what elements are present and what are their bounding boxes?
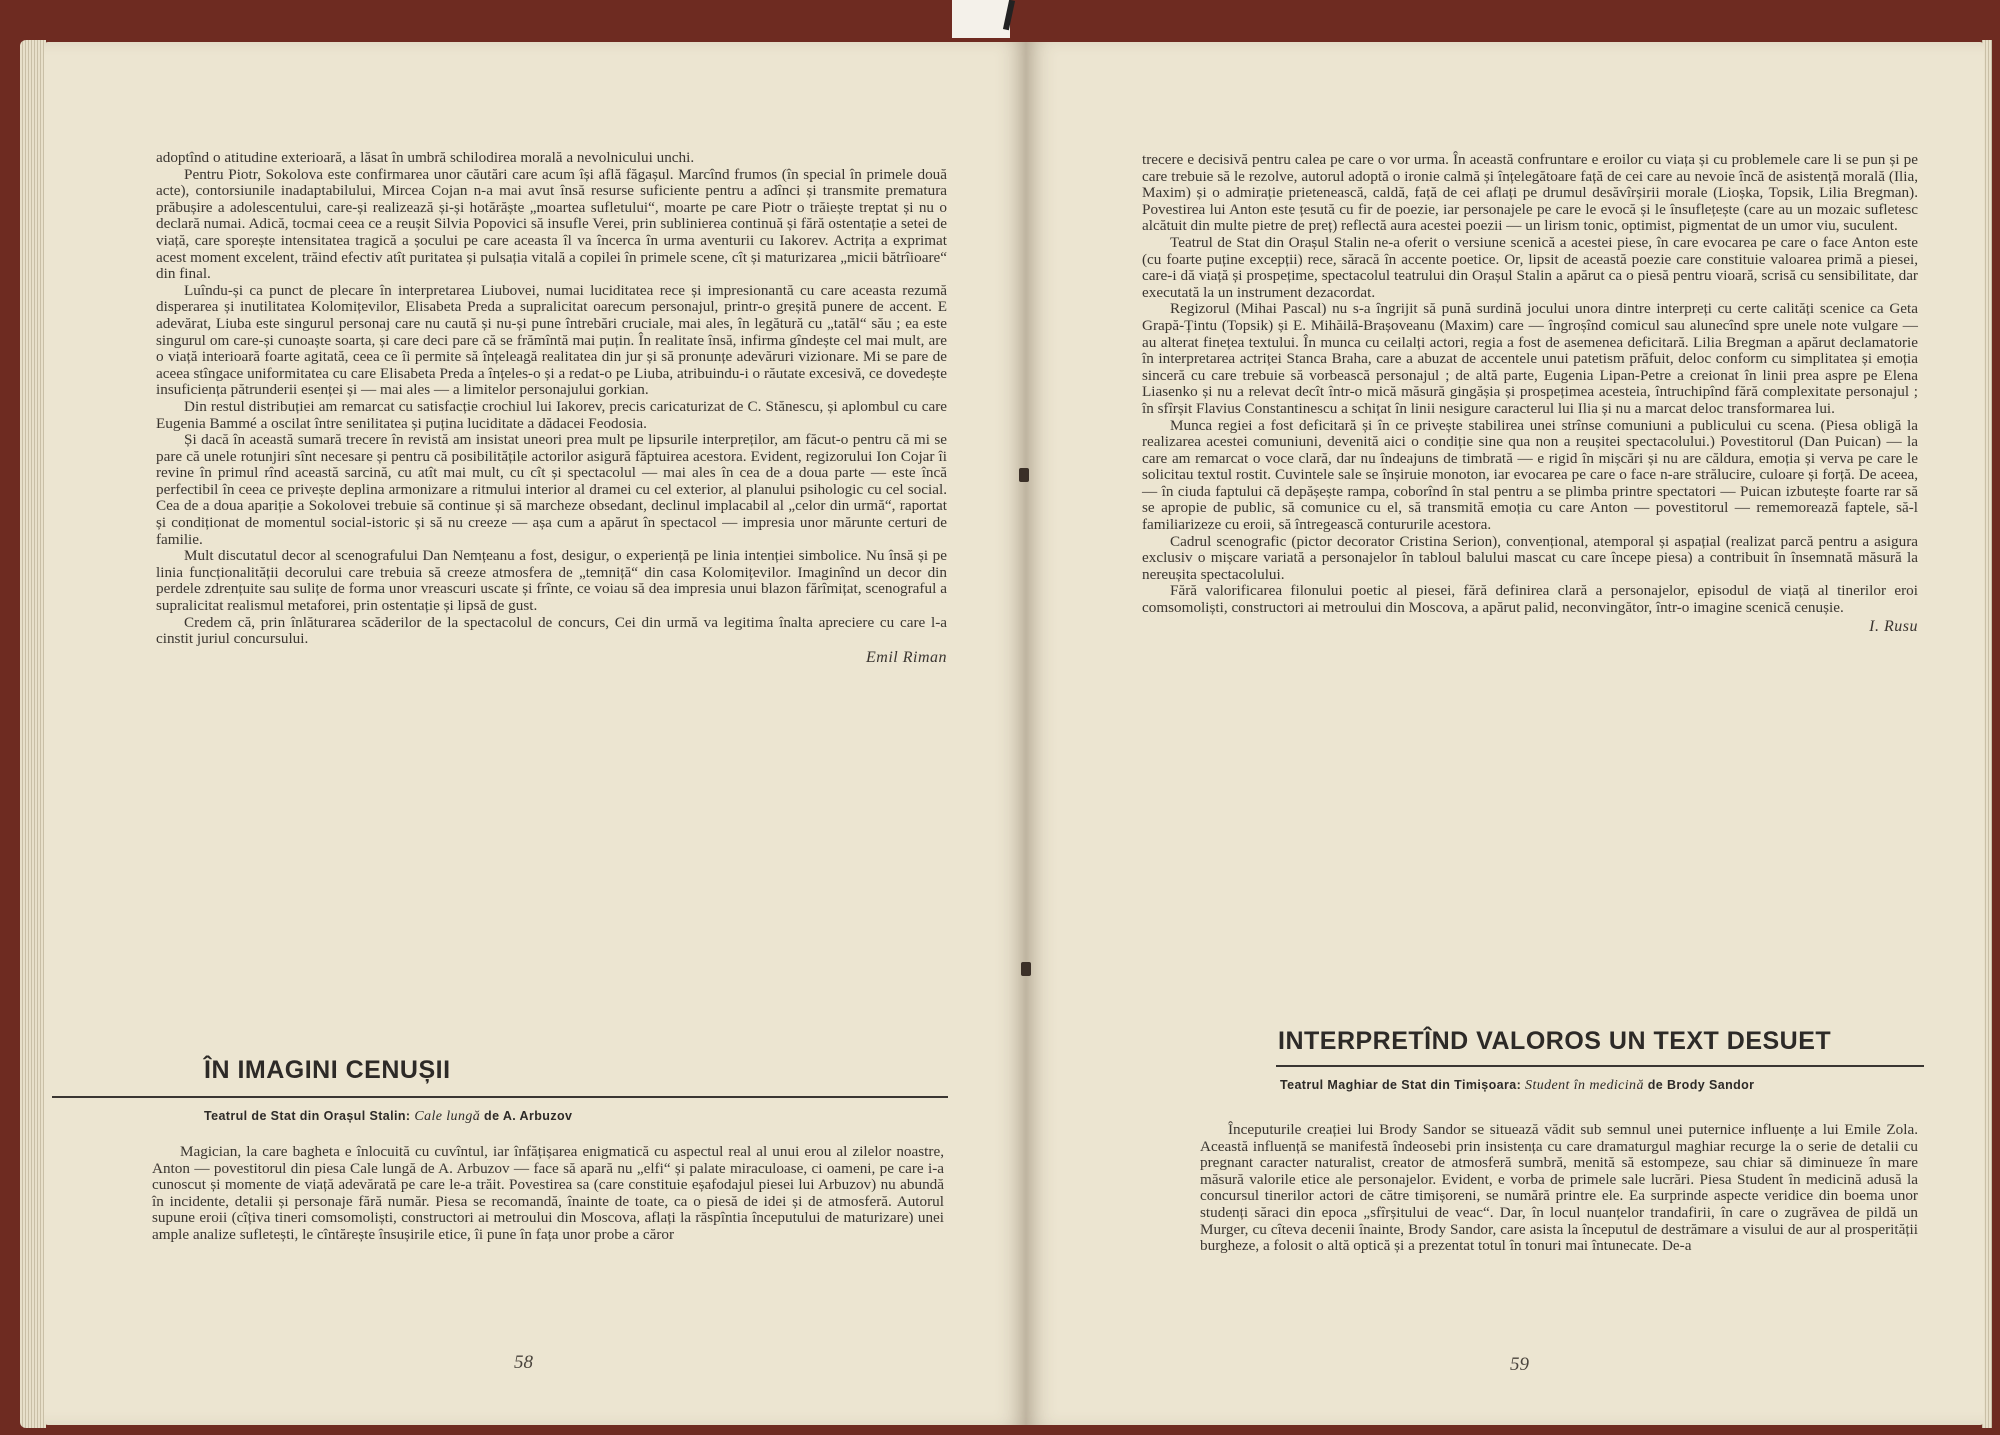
right-section-body	[1200, 1122, 1918, 1255]
left-section-body	[152, 1144, 944, 1244]
left-section-rule	[52, 1096, 948, 1098]
left-paragraph: Pentru Piotr, Sokolova este confirmarea unor căutări care acum își află făgașul. Marcînd frumos (în special în primele două acte), contorsiunile inadaptabilului, Mircea Cojan n-a mai avut însă resurse suficiente pentru a adînci și transmite prematura prăbușire a adolescentului, care-și realizează și-și hotărăște „moartea sufletului“, moarte pe care Piotr o trăiește treptat și nu o declară numai. Adică, tocmai ceea ce a reușit Silvia Popovici să insufle Verei, prin sublinierea continuă și fără ostentație a setei de viață, care sporește intensitatea tragică a șocului pe care aceasta îl va încerca în urma aventurii cu Iakorev. Actrița a exprimat acest moment excelent, trăind efectiv atît puritatea și pulsația vitală a copilei în primele scene, cît și maturizarea „micii bătrîioare“ din final.	[156, 165, 947, 283]
left-paragraph: Luîndu-și ca punct de plecare în interpretarea Liubovei, numai luciditatea rece și impresionantă cu care aceasta rezumă disperarea și inutilitatea Kolomițevilor, Elisabeta Preda a supralicitat oarecum personajul, printr-o greșită punere de accent. E adevărat, Liuba este singurul personaj care nu caută și nu-și pune întrebări cruciale, mai ales, în legătură cu „tatăl“ său ; ea este singurul om care-și cunoaște soarta, și care deci pare că se frămîntă mai puțin. În realitate însă, infirma gîndește cel mai mult, are o viață interioară foarte agitată, ceea ce îi permite să înțeleagă realitatea din jur și să pronunțe adevăruri vizionare. Mi se pare de aceea stîngace uniformitatea cu care Elisabeta Preda a înțeles-o și a redat-o pe Liuba, atribuindu-i o răutate excesivă, ce dovedește insuficiența pătrunderii esenței și — mai ales — a limitelor personajului gorkian.	[156, 281, 947, 399]
left-section-heading: ÎN IMAGINI CENUȘII	[204, 1056, 451, 1084]
left-paragraph: Credem că, prin înlăturarea scăderilor de la spectacolul de concurs, Cei din urmă va legitima înalta apreciere cu care l-a cinstit juriul concursului.	[156, 613, 947, 648]
right-article-body	[1142, 152, 1918, 635]
right-signature: I. Rusu	[1869, 617, 1918, 635]
left-subhead-theatre: Teatrul de Stat din Orașul Stalin:	[204, 1109, 411, 1123]
right-section-paragraph: Începuturile creației lui Brody Sandor se situează vădit sub semnul unei puternice influențe a lui Emile Zola. Această influență se manifestă îndeosebi prin insistența cu care dramaturgul maghiar recurge la o serie de detalii cu pregnant caracter naturalist, creator de atmosferă sumbră, menită să estompeze, sau chiar să diminueze în mare măsură valorile etice ale personajelor. Evident, e vorba de primele sale lucrări. Piesa Student în medicină adusă la concursul tinerilor actori de către timișoreni, se numără printre ele. Ea surprinde aspecte veridice din boema unor studenți săraci din epoca „sfîrșitului de veac“. Dar, în locul nuanțelor trandafirii, în care o zugrăvea de pildă un Murger, cu cîteva decenii înainte, Brody Sandor, care asista la începutul de destrămare a visului de aur al prosperității burgheze, a folosit o altă optică și a prezentat totul în tonuri mai întunecate. De-a	[1200, 1121, 1918, 1255]
right-subhead-play: Student în medicină	[1525, 1078, 1644, 1093]
left-paragraph: Din restul distribuției am remarcat cu satisfacție crochiul lui Iakorev, precis caricaturizat de C. Stănescu, și aplombul cu care Eugenia Bammé a oscilat între senilitatea și puțina luciditate a dădacei Feodosia.	[156, 397, 947, 432]
left-subhead-author: de A. Arbuzov	[484, 1109, 573, 1123]
right-subhead-theatre: Teatrul Maghiar de Stat din Timișoara:	[1280, 1078, 1522, 1092]
page-number-right: 59	[1510, 1354, 1529, 1375]
paper-tab	[952, 0, 1010, 38]
right-paragraph: Teatrul de Stat din Orașul Stalin ne-a oferit o versiune scenică a acestei piese, în care evocarea pe care o face Anton este (cu foarte puține excepții) rece, săracă în accente poetice. Or, lipsit de această poezie care constituie valoarea primă a piesei, care-i dă viață și prospețime, spectacolul teatrului din Orașul Stalin a apărut ca o piesă pentru vioară, scrisă cu sensibilitate, dar executată la un instrument dezacordat.	[1142, 233, 1918, 301]
right-subhead-author: de Brody Sandor	[1647, 1078, 1755, 1092]
left-paragraph: Mult discutatul decor al scenografului Dan Nemțeanu a fost, desigur, o experiență pe linia intenției simbolice. Nu însă și pe linia funcționalității decorului care trebuia să creeze atmosfera de „temniță“ din casa Kolomițevilor. Imaginînd un decor din perdele zdrențuite sau sulițe de forma unor vreascuri uscate și frînte, ce voiau să dea impresia unui blazon fărîmițat, scenograful a supralicitat realismul metaforei, prin ostentație și lipsă de gust.	[156, 547, 947, 615]
left-signature: Emil Riman	[866, 648, 947, 666]
left-page	[44, 42, 1026, 1425]
binding-thread-mark	[1019, 468, 1029, 482]
right-section-rule	[1276, 1065, 1924, 1067]
right-page	[1026, 42, 1984, 1425]
right-paragraph: Regizorul (Mihai Pascal) nu s-a îngrijit să pună surdină jocului unora dintre interpreți cu certe calități scenice ca Geta Grapă-Țintu (Topsik) și E. Mihăilă-Brașoveanu (Maxim) care — îngroșînd comicul sau alunecînd spre unele note vulgare — au alterat finețea textului. În munca cu ceilalți actori, regia a fost de asemenea deficitară. Lilia Bregman a apărut declamatorie în interpretarea actriței Stanca Braha, care a abuzat de accentele unui patetism prăfuit, deloc conform cu simplitatea și emoția sinceră cu care trebuie să vorbească personajul ; de altă parte, Eugenia Lipan-Petre a creionat în linii prea aspre pe Elena Liasenko și nu a relevat decît într-o mică măsură gingășia și prospețimea acesteia, întruchipînd fără complexitate personajul ; în sfîrșit Flavius Constantinescu a schițat în linii nesigure caracterul lui Ilia și nu a marcat deloc transformarea lui.	[1142, 300, 1918, 417]
right-paragraph: Cadrul scenografic (pictor decorator Cristina Serion), convențional, atemporal și aspațial (realizat parcă pentru a asigura exclusiv o mișcare variată a personajelor în tabloul balului mascat cu care începe piesa) a contribuit în însemnată măsură la nereușita spectacolului.	[1142, 532, 1918, 583]
page-number-left: 58	[514, 1352, 533, 1373]
binding-thread-mark	[1021, 962, 1031, 976]
left-paragraph: Și dacă în această sumară trecere în revistă am insistat uneori prea mult pe lipsurile interpreților, am făcut-o pentru că mi se pare că unele rotunjiri sînt necesare și pentru că posibilitățile actorilor asigură făptuirea acestora. Evident, regizorului Ion Cojar îi revine în primul rînd această sarcină, cu atît mai mult, cu cît și spectacolul — mai ales în cea de a doua parte — este încă perfectibil în ceea ce privește deplina armonizare a ritmului interior al dramei cu cel exterior, al planului psihologic cu cel social. Cea de a doua apariție a Sokolovei trebuie să continue și să marcheze obsedant, declinul implacabil al „celor din urmă“, raportat și condiționat de momentul social-istoric și să nu creeze — așa cum a apărut în spectacol — impresia unor mărunte certuri de familie.	[156, 431, 947, 548]
left-subhead-play: Cale lungă	[414, 1109, 481, 1124]
right-paragraph: Munca regiei a fost deficitară și în ce privește stabilirea unei strînse comuniuni a publicului cu scena. (Piesa obligă la realizarea acestei comuniuni, devenită aici o condiție sine qua non a reușitei spectacolului.) Povestitorul (Dan Puican) — la care am remarcat o voce clară, dar nu îndeajuns de timbrată — e rigid în mișcări și nu are căldura, emoția și verva pe care le solicitau textul rostit. Cuvintele sale se înșiruie monoton, iar evocarea pe care o face n-are strălucire, culoare și forță. De aceea, — în ciuda faptului că depășește rampa, coborînd în stal pentru a se plimba printre spectatori — Puican izbutește foarte rar să se apropie de public, să comunice cu el, să transmită emoția cu care Anton — povestitorul — rememorează faptele, să-l familiarizeze cu eroii, să întregească contururile acestora.	[1142, 416, 1918, 534]
left-article-body	[156, 150, 947, 666]
right-paragraph: Fără valorificarea filonului poetic al piesei, fără definirea clară a personajelor, episodul de viață al tinerilor eroi comsomoliști, constructori ai metroului din Moscova, a apărut palid, neconvingător, într-o imagine scenică cenușie.	[1142, 582, 1918, 617]
left-paragraph: adoptînd o atitudine exterioară, a lăsat în umbră schilodirea morală a nevolnicului unchi.	[156, 149, 695, 166]
page-edges-left	[20, 40, 46, 1428]
right-section-heading: INTERPRETÎND VALOROS UN TEXT DESUET	[1278, 1027, 1832, 1055]
right-section-subhead	[1280, 1078, 1754, 1094]
right-paragraph: trecere e decisivă pentru calea pe care o vor urma. În această confruntare e eroilor cu viața și cu problemele care li se pun și pe care trebuie să le rezolve, autorul adoptă o ironie calmă și înțelegătoare față de cei care au nevoie încă de asistență morală (Ilia, Maxim) și o admirație prietenească, caldă, față de cei aflați pe drumul desăvîrșirii morale (Lioșka, Topsik, Lilia Bregman). Povestirea lui Anton este țesută cu fir de poezie, iar personajele pe care le evocă și le însuflețește (care au un mozaic sufletesc alcătuit din multe pietre de preț) reflectă aura acestei poezii — un lirism tonic, optimist, pigmentat de un umor viu, suculent.	[1142, 151, 1918, 235]
left-section-paragraph: Magician, la care bagheta e înlocuită cu cuvîntul, iar înfățișarea enigmatică cu aspectul real al unui erou al zilelor noastre, Anton — povestitorul din piesa Cale lungă de A. Arbuzov — face să apară nu „elfi“ și palate miraculoase, ci oameni, pe care i-a cunoscut și momente de viață adevărată pe care le-a trăit. Povestirea sa (care constituie eșafodajul piesei lui Arbuzov) nu abundă în incidente, detalii și personaje fără număr. Piesa se recomandă, înainte de toate, ca o piesă de idei și de atmosferă. Autorul supune eroii (cîțiva tineri comsomoliști, constructori ai metroului din Moscova, aflați la răspîntia începutului de maturizare) unei ample analize sufletești, le cîntărește însușirile etice, îi pune în fața unor probe a căror	[152, 1143, 944, 1243]
left-section-subhead	[204, 1109, 572, 1125]
